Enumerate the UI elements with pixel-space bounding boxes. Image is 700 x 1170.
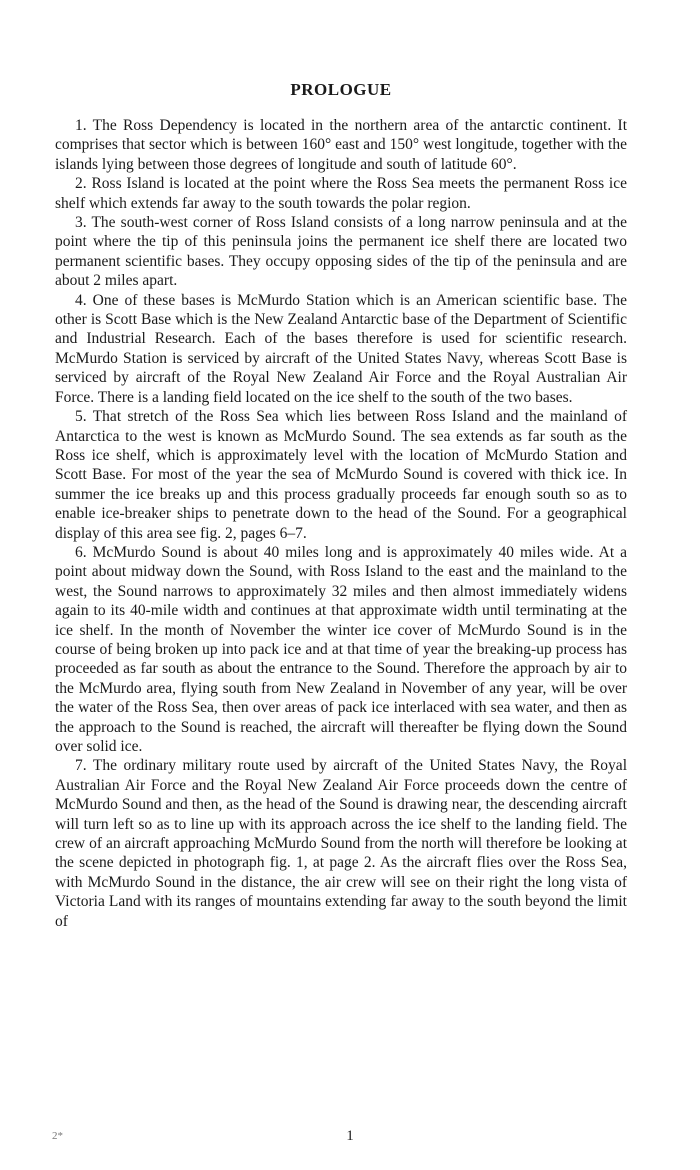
paragraph-1: 1. The Ross Dependency is located in the northern area of the antarctic continent. It comprises that sector which is between 160° east and 150° west longitude, together with the islands lying between those degrees of longitude and south of latitude 60°.: [55, 117, 627, 173]
paragraph-2: 2. Ross Island is located at the point where the Ross Sea meets the permanent Ross ice shelf which extends far away to the south towards the polar region.: [55, 175, 627, 212]
paragraph-6: 6. McMurdo Sound is about 40 miles long and is approximately 40 miles wide. At a point about midway down the Sound, with Ross Island to the east and the mainland to the west, the Sound narrows to approximately 32 miles and then almost immediately widens again to its 40-mile width and continues at that approximate width until terminating at the ice shelf. In the month of November the winter ice cover of McMurdo Sound is in the course of being broken up into pack ice and at that time of year the breaking-up process has proceeded as far south as about the entrance to the Sound. Therefore the approach by air to the McMurdo area, flying south from New Zealand in November of any year, will be over the water of the Ross Sea, then over areas of pack ice interlaced with sea water, and then as the approach to the Sound is reached, the aircraft will thereafter be flying down the Sound over solid ice.: [55, 543, 627, 755]
page-number: 1: [346, 1128, 354, 1144]
signature-mark: 2*: [52, 1130, 63, 1142]
paragraph-5: 5. That stretch of the Ross Sea which lies between Ross Island and the mainland of Antarctica to the west is known as McMurdo Sound. The sea extends as far south as the Ross ice shelf, which is approximately level with the location of McMurdo Station and Scott Base. For most of the year the sea of McMurdo Sound is covered with thick ice. In summer the ice breaks up and this process gradually proceeds far enough south so as to enable ice-breaker ships to penetrate down to the head of the Sound. For a geographical display of this area see fig. 2, pages 6–7.: [55, 408, 627, 542]
paragraph-4: 4. One of these bases is McMurdo Station which is an American scientific base. The other is Scott Base which is the New Zealand Antarctic base of the Department of Scientific and Industrial Research. Each of the bases therefore is used for scientific research. McMurdo Station is serviced by aircraft of the United States Navy, whereas Scott Base is serviced by aircraft of the Royal New Zealand Air Force and the Royal Australian Air Force. There is a landing field located on the ice shelf to the south of the two bases.: [55, 291, 627, 406]
page-title: PROLOGUE: [290, 80, 392, 99]
paragraph-3: 3. The south-west corner of Ross Island consists of a long narrow peninsula and at the point where the tip of this peninsula joins the permanent ice shelf there are located two permanent scientific bases. They occupy opposing sides of the tip of the peninsula and are about 2 miles apart.: [55, 214, 627, 290]
page-body: [55, 80, 627, 931]
paragraph-7: 7. The ordinary military route used by aircraft of the United States Navy, the Royal Australian Air Force and the Royal New Zealand Air Force proceeds down the centre of McMurdo Sound and then, as the head of the Sound is drawing near, the descending aircraft will turn left so as to line up with its approach across the ice shelf to the landing field. The crew of an aircraft approaching McMurdo Sound from the north will therefore be looking at the scene depicted in photograph fig. 1, at page 2. As the aircraft flies over the Ross Sea, with McMurdo Sound in the distance, the air crew will see on their right the long vista of Victoria Land with its ranges of mountains extending far away to the south beyond the limit of: [55, 757, 627, 930]
